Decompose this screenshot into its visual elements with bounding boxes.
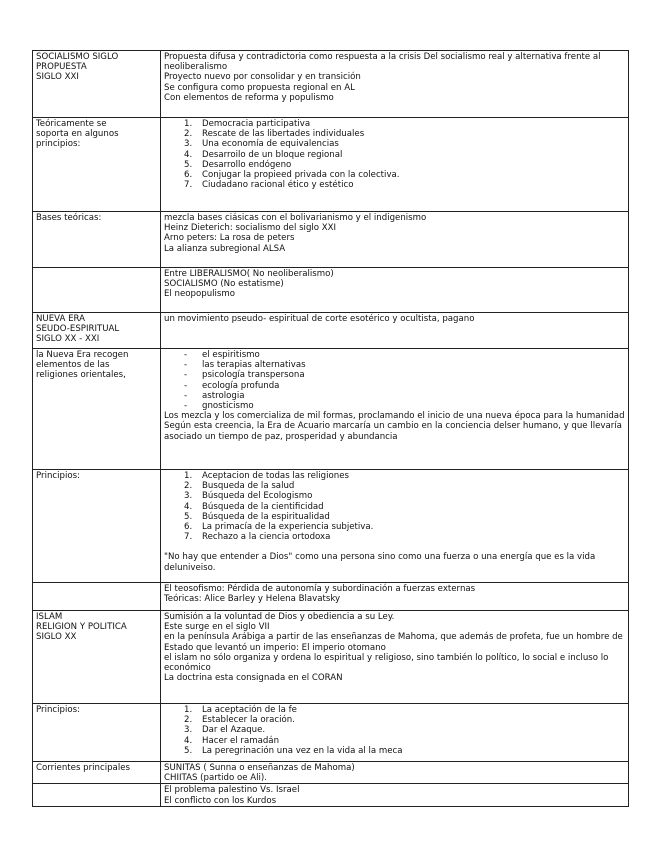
row-content-cell (161, 470, 629, 583)
list-item: - las terapias alternativas (184, 360, 306, 371)
table-row (33, 470, 629, 583)
list-item: - el espiritismo (184, 350, 260, 360)
row-content-cell: SUNITAS ( Sunna o enseñanzas de Mahoma) CHIITAS (partido oe Ali). (161, 762, 629, 784)
numbered-list (164, 705, 625, 756)
list-item: 6. Conjugar la propieed privada con la colectiva. (184, 170, 400, 181)
row-label-cell (33, 784, 161, 806)
row-content-cell: un movimiento pseudo- espiritual de corte esotérico y ocultista, pagano (161, 313, 629, 349)
list-item: 2. Busqueda de la salud (184, 481, 295, 492)
table-row (33, 118, 629, 212)
row-label-cell: Corrientes principales (33, 762, 161, 784)
table-row (33, 212, 629, 268)
list-item: 3. Búsqueda del Ecologismo (184, 491, 313, 502)
row-label-cell: SOCIALISMO SIGLO PROPUESTA SIGLO XXI (33, 51, 161, 118)
row-label-cell: NUEVA ERA SEUDO-ESPIRITUAL SIGLO XX - XXI (33, 313, 161, 349)
list-item: - astrologia (184, 390, 245, 401)
list-item: 1. La aceptación de la fe (184, 705, 297, 715)
row-label-cell: ISLAM RELIGION Y POLITICA SIGLO XX (33, 611, 161, 704)
numbered-list (164, 471, 625, 542)
list-item: 1. Aceptacion de todas las religiones (184, 471, 349, 481)
row-content-cell: Entre LIBERALISMO( No neoliberalismo) SOCIALISMO (No estatisme) El neopopulismo (161, 268, 629, 313)
row-content-cell: El teosofismo: Pérdida de autonomía y subordinación a fuerzas externas Teóricas: Alice Barley y Helena Blavatsky (161, 583, 629, 611)
list-item: 5. La peregrinación una vez en la vida al la meca (184, 745, 403, 756)
list-item: 7. Rechazo a la ciencia ortodoxa (184, 532, 331, 543)
row-content-cell (161, 118, 629, 212)
quote-text: "No hay que entender a Dios" como una persona sino como una fuerza o una energía que es la vida deluniveiso. (164, 552, 596, 573)
list-item: 4. Desarroilo de un bloque regional (184, 149, 343, 160)
numbered-list (164, 119, 625, 190)
list-item: 3. Una economía de equivalencias (184, 139, 339, 150)
row-label-cell: Bases teóricas: (33, 212, 161, 268)
list-item: 4. Hacer el ramadán (184, 735, 280, 746)
table-row (33, 784, 629, 806)
list-item: 2. Rescate de las libertades individuales (184, 129, 365, 140)
row-label-cell: la Nueva Era recogen elementos de las religiones orientales, (33, 349, 161, 470)
row-label-cell (33, 583, 161, 611)
row-label-cell: Principios: (33, 470, 161, 583)
list-item: - ecología profunda (184, 380, 280, 391)
table-row (33, 268, 629, 313)
list-item: 7. Ciudadano racional ético y estético (184, 180, 354, 191)
bullet-list (164, 350, 625, 411)
row-content-cell: mezcla bases ciásicas con el bolivarianismo y el indigenismo Heinz Dieterich: socialismo del siglo XXI Arno peters: La rosa de peters La alianza subregional ALSA (161, 212, 629, 268)
table-row (33, 611, 629, 704)
table-row (33, 51, 629, 118)
row-content-cell: - el espiritismo - las terapias alternativas - psicología transpersona - ecología profunda - astrologia - gnosticismo Los mezcla y los comercializa de mil formas, proclamando el inicio de una nueva época para la humanidad Según esta creencia, la Era de Acuario marcaría un cambio en la conciencia delser humano, y que llevaría asociado un tiempo de paz, prosperidad y abundancia (161, 349, 629, 470)
list-item: 5. Búsqueda de la espiritualidad (184, 511, 330, 522)
document-table (32, 50, 629, 807)
list-item: 5. Desarrollo endógeno (184, 159, 292, 170)
list-item: - gnosticismo (184, 401, 254, 412)
table-row (33, 583, 629, 611)
table-row (33, 762, 629, 784)
row-label-cell: Teóricamente se soporta en algunos principios: (33, 118, 161, 212)
table-row (33, 313, 629, 349)
list-item: 3. Dar el Azaque. (184, 725, 266, 736)
row-content-cell: Sumisión a la voluntad de Dios y obediencia a su Ley. Este surge en el siglo VII en la península Arábiga a partir de las enseñanzas de Mahoma, que además de profeta, fue un hombre de Estado que levantó un imperio: El imperio otomano el islam no sólo organiza y ordena lo espiritual y religioso, sino también lo político, lo social e incluso lo económico La doctrina esta consignada en el CORAN (161, 611, 629, 704)
list-item: 1. Democracia participativa (184, 119, 311, 129)
row-content-cell: El problema palestino Vs. Israel El conflicto con los Kurdos (161, 784, 629, 806)
row-label-cell: Principios: (33, 704, 161, 762)
row-content-cell (161, 704, 629, 762)
list-item: - psicología transpersona (184, 370, 305, 381)
list-item: 4. Búsqueda de la cientificidad (184, 501, 324, 512)
table-row (33, 349, 629, 470)
row-label-cell (33, 268, 161, 313)
table-row (33, 704, 629, 762)
list-item: 6. La primacía de la experiencia subjetiva. (184, 522, 374, 533)
row-content-cell: Propuesta difusa y contradictoria como respuesta a la crisis Del socialismo real y alternativa frente al neoliberalismo Proyecto nuevo por consolidar y en transición Se configura como propuesta regional en AL Con elementos de reforma y populismo (161, 51, 629, 118)
list-item: 2. Establecer la oración. (184, 715, 295, 726)
